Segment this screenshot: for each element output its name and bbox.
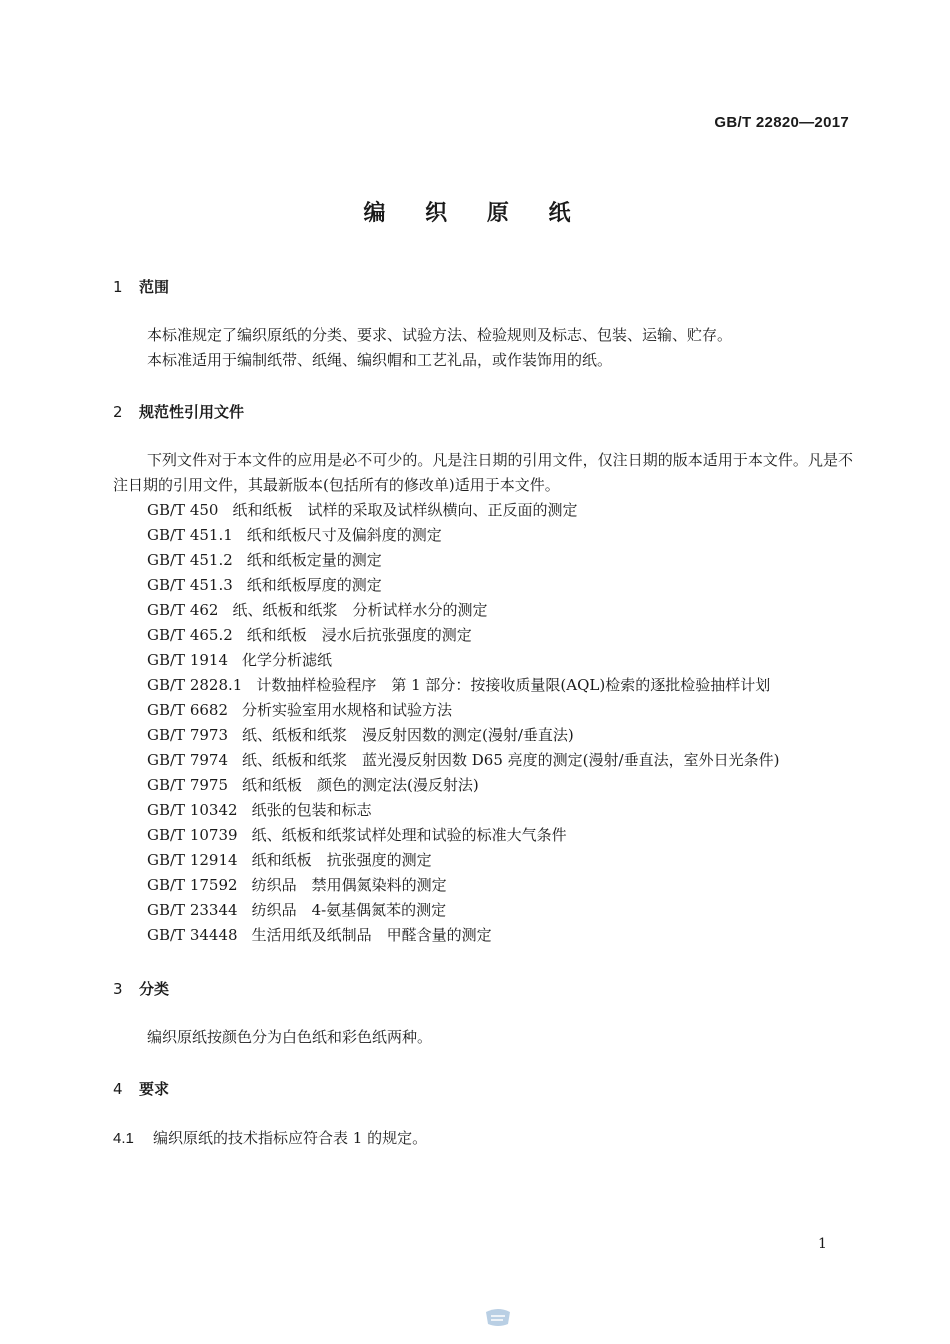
reference-item — [147, 923, 779, 948]
reference-code: GB/T 462 — [147, 601, 219, 619]
reference-item — [147, 623, 779, 648]
scope-paragraph-1: 本标准规定了编织原纸的分类、要求、试验方法、检验规则及标志、包装、运输、贮存。 — [147, 326, 733, 344]
reference-code: GB/T 451.3 — [147, 576, 233, 594]
reference-title: 纸和纸板尺寸及偏斜度的测定 — [246, 526, 442, 544]
section-number: 3 — [113, 980, 123, 998]
reference-item — [147, 848, 779, 873]
reference-item — [147, 598, 779, 623]
reference-code: GB/T 2828.1 — [147, 676, 243, 694]
standard-number: GB/T 22820—2017 — [714, 114, 849, 131]
reference-title: 纸、纸板和纸浆 分析试样水分的测定 — [232, 601, 488, 619]
reference-code: GB/T 451.1 — [147, 526, 233, 544]
clause-4-1 — [113, 1127, 427, 1148]
document-title: 编 织 原 纸 — [363, 201, 587, 226]
reference-title: 纸、纸板和纸浆 漫反射因数的测定(漫射/垂直法) — [242, 726, 574, 744]
reference-item — [147, 648, 779, 673]
reference-title: 纺织品 4-氨基偶氮苯的测定 — [251, 901, 447, 919]
reference-title: 纸和纸板 颜色的测定法(漫反射法) — [242, 776, 479, 794]
reference-title: 纸和纸板 抗张强度的测定 — [251, 851, 432, 869]
page-number: 1 — [818, 1236, 827, 1252]
reference-code: GB/T 7973 — [147, 726, 229, 744]
section-heading-requirements — [113, 1078, 169, 1099]
section-title: 分类 — [139, 980, 170, 998]
section-title: 规范性引用文件 — [139, 403, 245, 421]
normative-intro-paragraph: 下列文件对于本文件的应用是必不可少的。凡是注日期的引用文件，仅注日期的版本适用于本文件。凡是不注日期的引用文件，其最新版本(包括所有的修改单)适用于本文件。 — [113, 451, 853, 494]
reference-item — [147, 673, 779, 698]
section-title: 要求 — [139, 1080, 170, 1098]
reference-title: 生活用纸及纸制品 甲醛含量的测定 — [251, 926, 492, 944]
reference-title: 纸和纸板厚度的测定 — [246, 576, 382, 594]
reference-code: GB/T 23344 — [147, 901, 238, 919]
reference-code: GB/T 34448 — [147, 926, 238, 944]
section-heading-classification — [113, 978, 169, 999]
reference-code: GB/T 12914 — [147, 851, 238, 869]
section-number: 2 — [113, 403, 123, 421]
clause-text: 编织原纸的技术指标应符合表 1 的规定。 — [153, 1129, 428, 1147]
reference-item — [147, 823, 779, 848]
reference-code: GB/T 7974 — [147, 751, 229, 769]
reference-title: 计数抽样检验程序 第 1 部分：按接收质量限(AQL)检索的逐批检验抽样计划 — [256, 676, 771, 694]
section-heading-scope — [113, 276, 169, 297]
reference-title: 分析实验室用水规格和试验方法 — [242, 701, 453, 719]
reference-item — [147, 748, 779, 773]
reference-code: GB/T 451.2 — [147, 551, 233, 569]
reference-item — [147, 498, 779, 523]
reference-item — [147, 898, 779, 923]
reference-title: 纸、纸板和纸浆试样处理和试验的标准大气条件 — [251, 826, 567, 844]
reference-title: 纸和纸板定量的测定 — [246, 551, 382, 569]
reference-code: GB/T 1914 — [147, 651, 229, 669]
reference-code: GB/T 450 — [147, 501, 219, 519]
clause-number: 4.1 — [113, 1130, 134, 1147]
reference-item — [147, 773, 779, 798]
reference-list — [147, 498, 779, 948]
reference-title: 化学分析滤纸 — [242, 651, 333, 669]
section-number: 4 — [113, 1080, 123, 1098]
reference-code: GB/T 7975 — [147, 776, 229, 794]
reference-title: 纸和纸板 试样的采取及试样纵横向、正反面的测定 — [232, 501, 578, 519]
reference-code: GB/T 17592 — [147, 876, 238, 894]
reference-code: GB/T 10342 — [147, 801, 238, 819]
reference-item — [147, 523, 779, 548]
reference-title: 纸张的包装和标志 — [251, 801, 372, 819]
reference-code: GB/T 6682 — [147, 701, 229, 719]
publisher-logo-icon — [484, 1306, 512, 1328]
reference-item — [147, 573, 779, 598]
reference-code: GB/T 465.2 — [147, 626, 233, 644]
reference-item — [147, 548, 779, 573]
reference-item — [147, 798, 779, 823]
reference-code: GB/T 10739 — [147, 826, 238, 844]
reference-item — [147, 873, 779, 898]
reference-item — [147, 698, 779, 723]
reference-title: 纸和纸板 浸水后抗张强度的测定 — [246, 626, 472, 644]
section-heading-normative-references — [113, 401, 244, 422]
reference-title: 纺织品 禁用偶氮染料的测定 — [251, 876, 447, 894]
reference-item — [147, 723, 779, 748]
classification-paragraph: 编织原纸按颜色分为白色纸和彩色纸两种。 — [147, 1028, 433, 1046]
reference-title: 纸、纸板和纸浆 蓝光漫反射因数 D65 亮度的测定(漫射/垂直法，室外日光条件) — [242, 751, 780, 769]
section-title: 范围 — [139, 278, 170, 296]
scope-paragraph-2: 本标准适用于编制纸带、纸绳、编织帽和工艺礼品，或作装饰用的纸。 — [147, 351, 613, 369]
section-number: 1 — [113, 278, 123, 296]
